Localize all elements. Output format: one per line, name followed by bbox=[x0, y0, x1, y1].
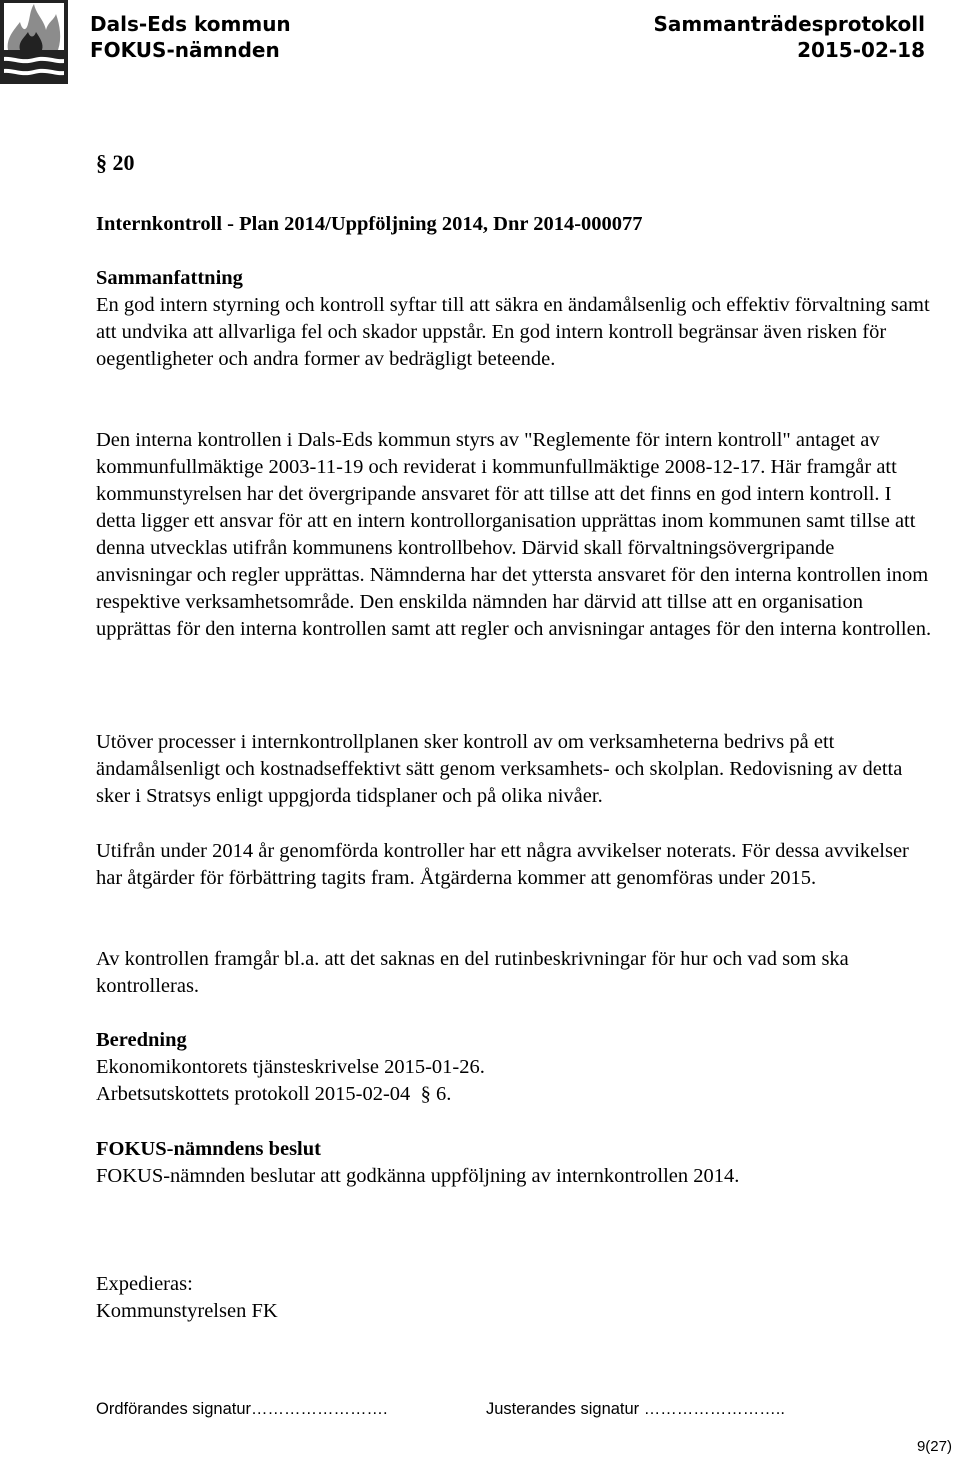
dispatch-recipient: Kommunstyrelsen FK bbox=[96, 1300, 278, 1322]
decision-text: FOKUS-nämnden beslutar att godkänna uppföljning av internkontrollen 2014. bbox=[96, 1165, 740, 1187]
summary-paragraph-1: En god intern styrning och kontroll syftar till att säkra en ändamålsenlig och effektiv förvaltning samt att undvika att allvarliga fel och skador uppstår. En god intern kontroll begränsar även risken för oegentligheter och andra former av bedrägligt beteende. bbox=[96, 294, 930, 370]
summary-paragraph-3: Utöver processer i internkontrollplanen sker kontroll av om verksamheterna bedrivs på ett ändamålsenligt och kostnadseffektivt sätt genom verksamhets- och skolplan. Redovisning av detta sker i Stratsys enligt uppgjorda tidsplaner och på olika nivåer. bbox=[96, 731, 903, 807]
dispatch-block bbox=[96, 1271, 932, 1325]
preparation-line-2-prefix: Arbetsutskottets protokoll 2015-02-04 bbox=[96, 1083, 411, 1105]
header-doc-type: Sammanträdesprotokoll bbox=[653, 12, 925, 36]
summary-heading: Sammanfattning bbox=[96, 267, 243, 289]
summary-paragraph-5: Av kontrollen framgår bl.a. att det saknas en del rutinbeskrivningar för hur och vad som ska kontrolleras. bbox=[96, 948, 849, 997]
preparation-heading: Beredning bbox=[96, 1029, 187, 1051]
preparation-paragraph-sign: § bbox=[420, 1083, 431, 1105]
preparation-line-1: Ekonomikontorets tjänsteskrivelse 2015-01-26. bbox=[96, 1056, 485, 1078]
preparation-line-2 bbox=[96, 1081, 932, 1108]
paragraph-sign: § bbox=[96, 150, 107, 175]
section-title: Internkontroll - Plan 2014/Uppföljning 2014, Dnr 2014-000077 bbox=[96, 213, 643, 235]
section-number bbox=[96, 149, 135, 177]
chair-signature-line: Ordförandes signatur……………………. bbox=[96, 1400, 388, 1418]
summary-paragraph-2: Den interna kontrollen i Dals-Eds kommun styrs av "Reglemente för intern kontroll" antaget av kommunfullmäktige 2003-11-19 och reviderat i kommunfullmäktige 2008-12-17. Här framgår att kommunstyrelsen har det övergripande ansvaret för att tillse att det finns en god intern kontroll. I detta ligger ett ansvar för att en intern kontrollorganisation upprättas inom kommunen samt tillse att denna utvecklas utifrån kommunens kontrollbehov. Därvid skall förvaltningsövergripande anvisningar och regler upprättas. Nämnderna har det yttersta ansvaret för den interna kontrollen inom respektive verksamhetsområde. Den enskilda nämnden har därvid att tillse att en organisation upprättas för den interna kontrollen samt att regler och anvisningar antages för den interna kontrollen. bbox=[96, 429, 932, 640]
municipality-logo bbox=[0, 0, 68, 84]
header-date: 2015-02-18 bbox=[797, 38, 925, 62]
summary-block bbox=[96, 265, 932, 373]
dispatch-label: Expedieras: bbox=[96, 1273, 193, 1295]
decision-block bbox=[96, 1136, 932, 1190]
preparation-block bbox=[96, 1027, 932, 1108]
summary-paragraph-4: Utifrån under 2014 år genomförda kontroller har ett några avvikelser noterats. För dessa avvikelser har åtgärder för förbättring tagits fram. Åtgärderna kommer att genomföras under 2015. bbox=[96, 840, 909, 889]
adjuster-signature-line: Justerandes signatur …………………….. bbox=[486, 1400, 785, 1418]
page-number: 9(27) bbox=[916, 1438, 952, 1455]
header-board: FOKUS-nämnden bbox=[90, 38, 280, 62]
header-org: Dals-Eds kommun bbox=[90, 12, 291, 36]
preparation-line-2-suffix: 6. bbox=[430, 1083, 452, 1105]
decision-heading: FOKUS-nämndens beslut bbox=[96, 1138, 321, 1160]
section-number-value: 20 bbox=[112, 150, 135, 175]
